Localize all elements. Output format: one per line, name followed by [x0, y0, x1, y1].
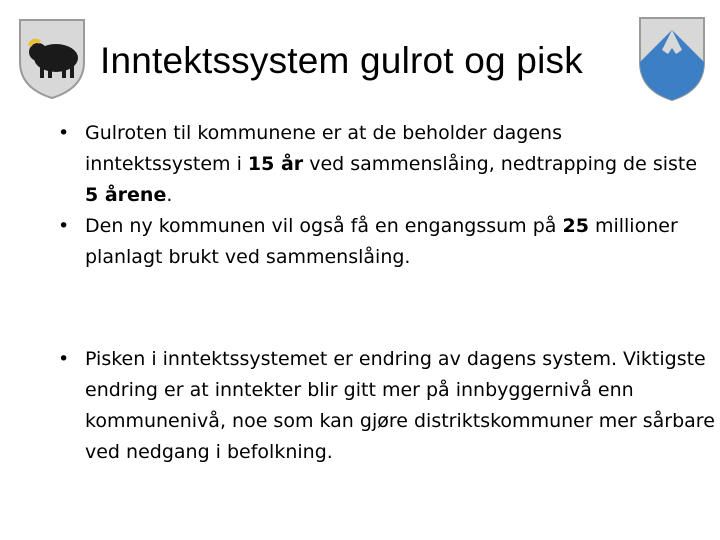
bullet-bold-amount: 25 [562, 215, 589, 237]
bullet-bold-years: 5 årene [85, 184, 167, 206]
bullet-text [85, 215, 678, 268]
bullet-text-part: ved sammenslåing, nedtrapping de siste [303, 153, 698, 175]
bullet-marker: • [58, 215, 70, 237]
mountain-crest-icon [636, 14, 708, 102]
bullet-text-part: Den ny kommunen vil også få en engangssum på [85, 215, 563, 237]
bullet-item-carrot [58, 118, 698, 211]
bullet-item-lump-sum [58, 211, 698, 273]
musk-ox-crest-icon [16, 16, 88, 100]
bullet-bold-years: 15 år [247, 153, 304, 175]
bullet-marker: • [58, 348, 70, 370]
bullet-text: Pisken i inntektssystemet er endring av dagens system. Viktigste endring er at inntekter blir gitt mer på innbyggernivå enn kommunenivå, noe som kan gjøre distriktskommuner mer sårbare ved nedgang i befolkning. [85, 348, 715, 463]
bullet-text-part: millioner planlagt brukt ved sammenslåing. [85, 215, 678, 268]
bullet-item-stick [58, 344, 720, 468]
bullet-text-part: Gulroten til kommunene er at de beholder dagens inntektssystem i [85, 122, 562, 175]
bullet-text [85, 122, 697, 206]
bullet-text-part: . [166, 184, 173, 206]
slide-title: Inntektssystem gulrot og pisk [100, 40, 583, 81]
bullet-marker: • [58, 122, 70, 144]
bullet-list [58, 118, 715, 463]
